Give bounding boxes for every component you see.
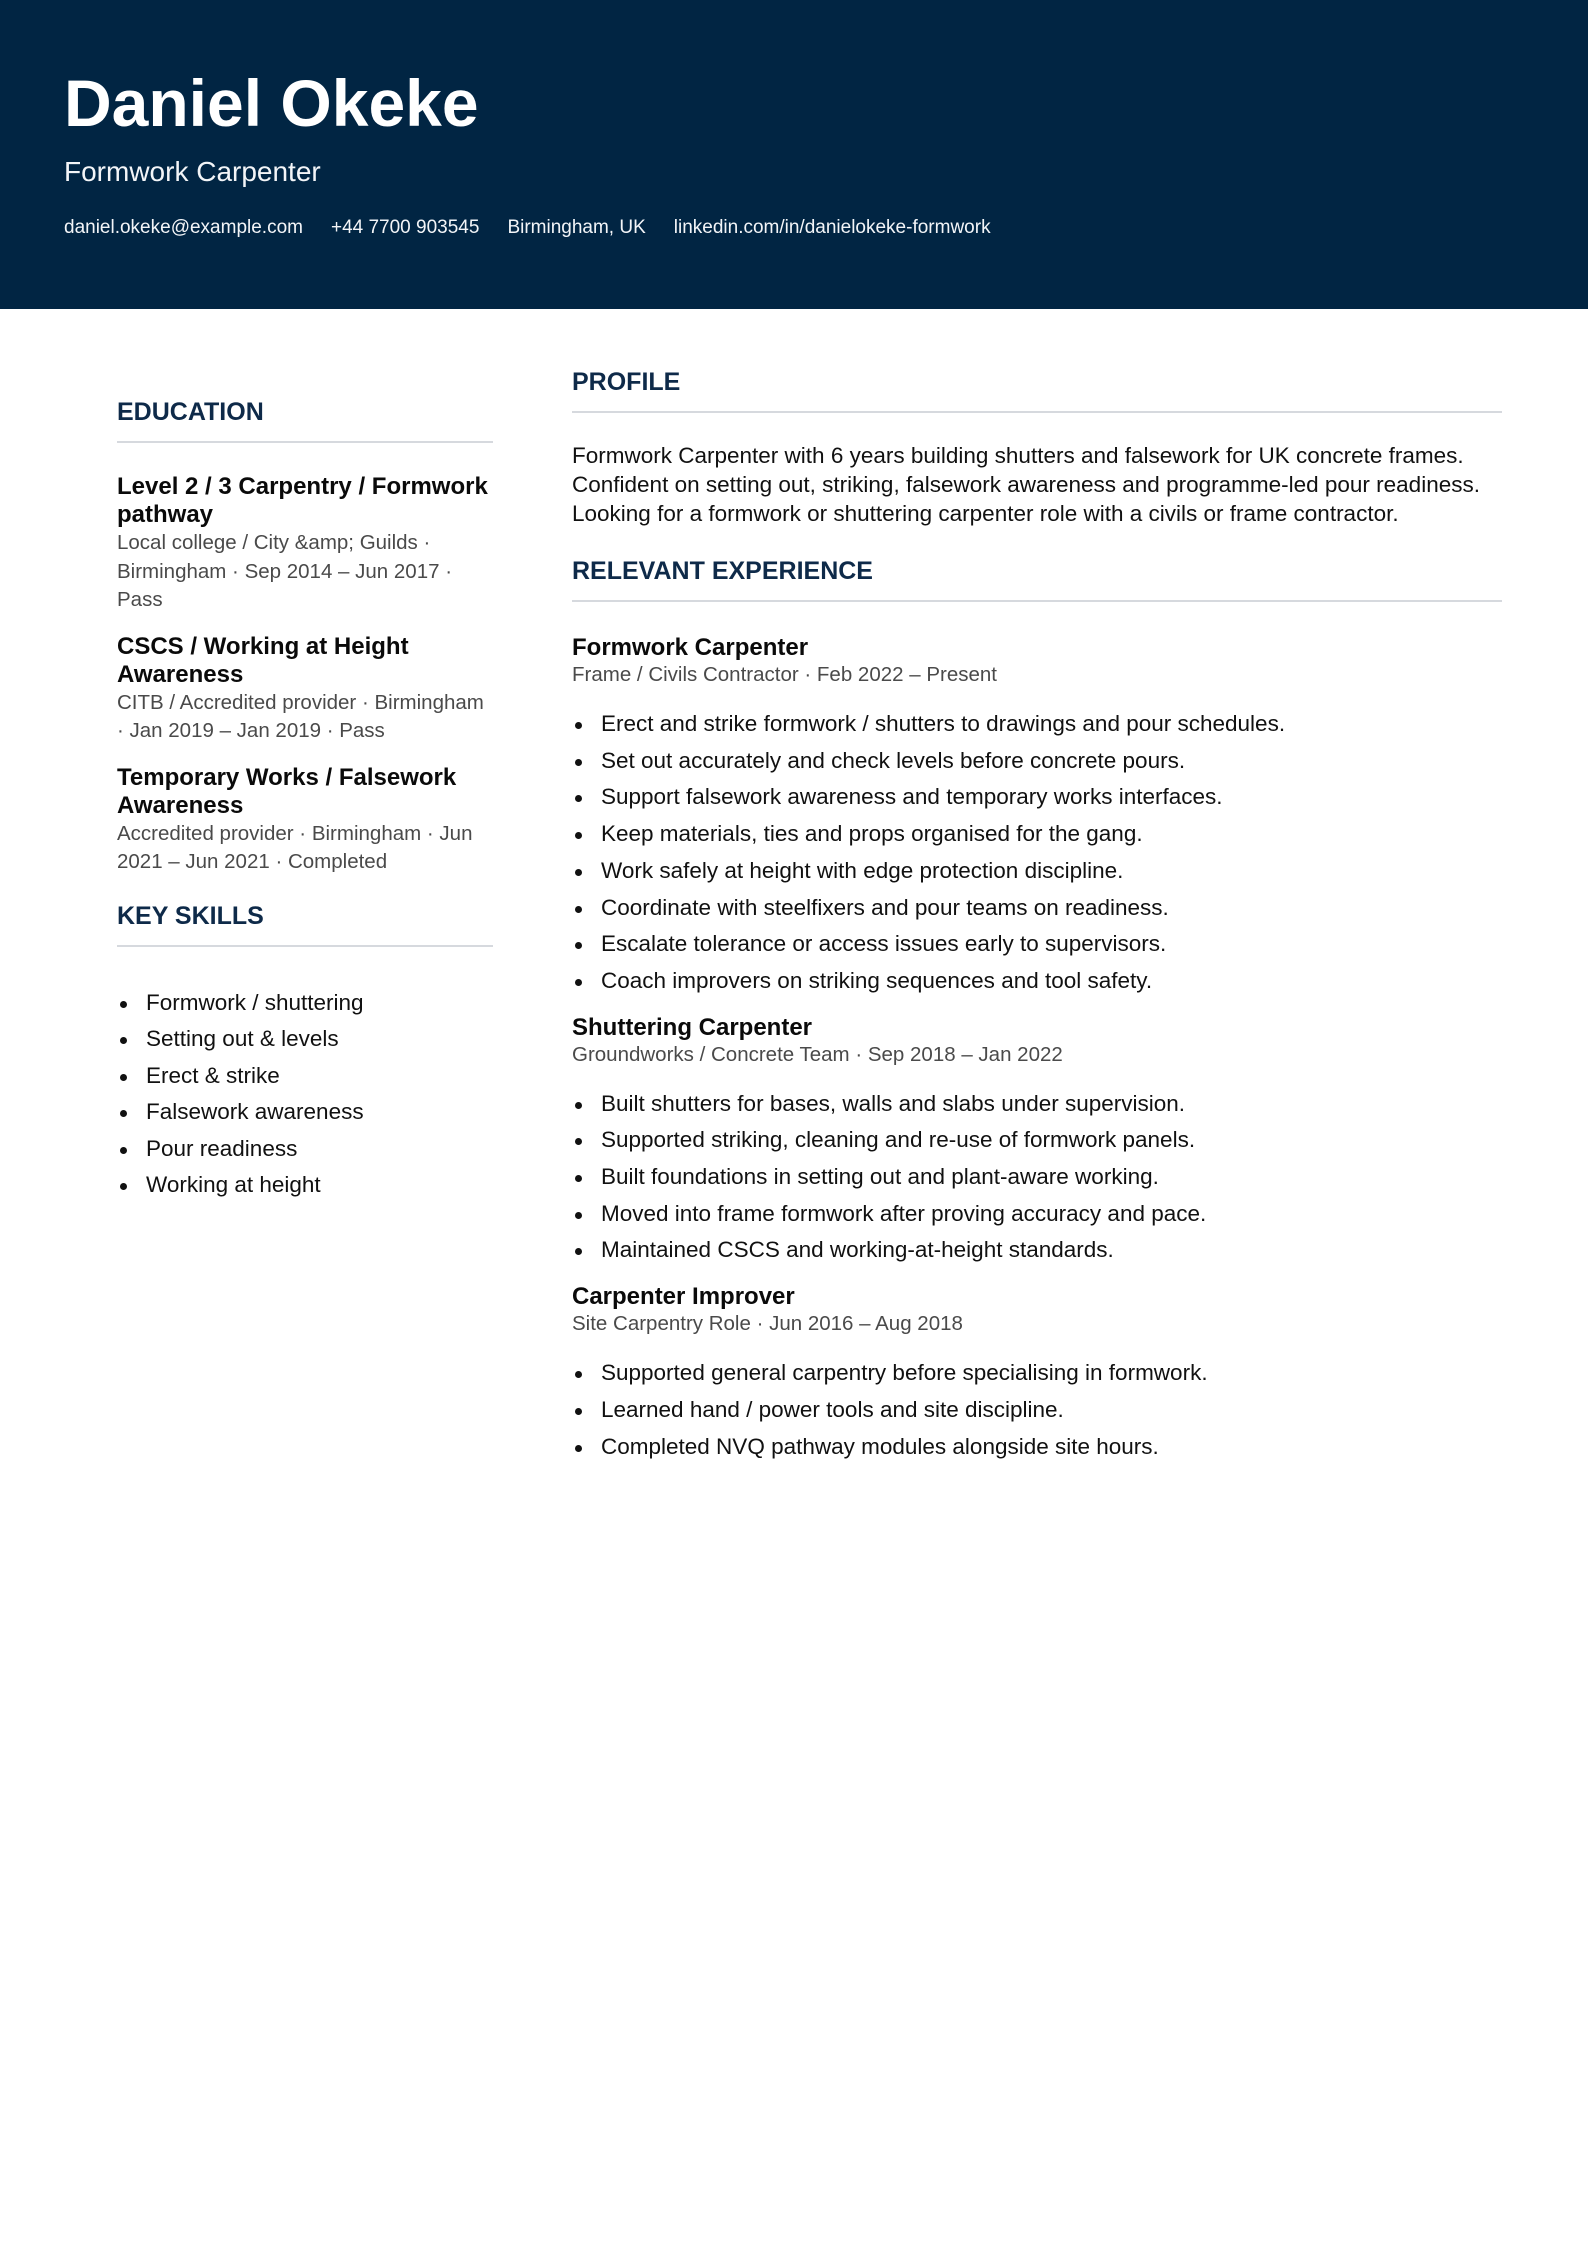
- education-heading: EDUCATION: [117, 395, 493, 443]
- skill-item: Working at height: [117, 1167, 493, 1204]
- job-bullet: Escalate tolerance or access issues early to supervisors.: [572, 926, 1502, 963]
- job-bullet: Completed NVQ pathway modules alongside site hours.: [572, 1429, 1502, 1466]
- job-bullet: Coordinate with steelfixers and pour teams on readiness.: [572, 890, 1502, 927]
- job-meta: Site Carpentry Role · Jun 2016 – Aug 2018: [572, 1312, 963, 1336]
- contact-email: daniel.okeke@example.com: [64, 217, 303, 238]
- candidate-role: Formwork Carpenter: [64, 156, 321, 187]
- skill-item: Pour readiness: [117, 1131, 493, 1168]
- job-bullet: Keep materials, ties and props organised for the gang.: [572, 816, 1502, 853]
- education-meta: CITB / Accredited provider · Birmingham · Jan 2019 – Jan 2019 · Pass: [117, 690, 484, 742]
- right-column: [572, 365, 1502, 1479]
- education-item: [117, 764, 493, 877]
- job-bullet: Support falsework awareness and temporary works interfaces.: [572, 779, 1502, 816]
- candidate-name: Daniel Okeke: [64, 66, 479, 140]
- job-bullets: [572, 1086, 1502, 1270]
- profile-summary: Formwork Carpenter with 6 years building shutters and falsework for UK concrete frames. Confident on setting out, striking, falsework awareness and programme-led pour readiness. Looking for a formwork or shuttering carpenter role with a civils or frame contractor.: [572, 443, 1480, 526]
- education-title: CSCS / Working at Height Awareness: [117, 632, 409, 688]
- education-title: Temporary Works / Falsework Awareness: [117, 763, 457, 819]
- skill-item: Falsework awareness: [117, 1094, 493, 1131]
- job-bullet: Supported striking, cleaning and re-use of formwork panels.: [572, 1122, 1502, 1159]
- job-entry: [572, 1283, 1502, 1465]
- experience-heading: RELEVANT EXPERIENCE: [572, 554, 1502, 602]
- job-bullet: Set out accurately and check levels before concrete pours.: [572, 743, 1502, 780]
- job-bullet: Supported general carpentry before specialising in formwork.: [572, 1355, 1502, 1392]
- skills-heading: KEY SKILLS: [117, 899, 493, 947]
- job-bullets: [572, 706, 1502, 1000]
- job-bullet: Coach improvers on striking sequences and tool safety.: [572, 963, 1502, 1000]
- job-bullet: Learned hand / power tools and site discipline.: [572, 1392, 1502, 1429]
- education-title: Level 2 / 3 Carpentry / Formwork pathway: [117, 473, 488, 528]
- job-title: Shuttering Carpenter: [572, 1013, 813, 1041]
- resume-header: [0, 0, 1588, 309]
- contact-location: Birmingham, UK: [507, 217, 646, 238]
- job-entry: [572, 634, 1502, 1000]
- skill-item: Erect & strike: [117, 1058, 493, 1095]
- profile-heading: PROFILE: [572, 365, 1502, 413]
- job-bullet: Work safely at height with edge protection discipline.: [572, 853, 1502, 890]
- contact-linkedin: linkedin.com/in/danielokeke-formwork: [673, 217, 991, 238]
- skill-item: Setting out & levels: [117, 1021, 493, 1058]
- job-title: Formwork Carpenter: [572, 634, 809, 661]
- job-meta: Groundworks / Concrete Team · Sep 2018 – Jan 2022: [572, 1042, 1063, 1066]
- job-bullet: Moved into frame formwork after proving accuracy and pace.: [572, 1196, 1502, 1233]
- left-column: [117, 395, 493, 1204]
- skills-list: [117, 985, 493, 1204]
- education-item: [117, 633, 493, 746]
- education-item: [117, 473, 493, 615]
- job-bullet: Maintained CSCS and working-at-height standards.: [572, 1232, 1502, 1269]
- job-bullet: Built foundations in setting out and plant-aware working.: [572, 1159, 1502, 1196]
- education-list: [117, 473, 493, 877]
- job-entry: [572, 1014, 1502, 1270]
- skill-item: Formwork / shuttering: [117, 985, 493, 1022]
- contact-phone: +44 7700 903545: [330, 217, 480, 238]
- job-bullet: Erect and strike formwork / shutters to drawings and pour schedules.: [572, 706, 1502, 743]
- job-bullets: [572, 1355, 1502, 1465]
- contact-line: [64, 215, 1019, 241]
- job-title: Carpenter Improver: [572, 1283, 795, 1311]
- job-meta: Frame / Civils Contractor · Feb 2022 – Present: [572, 663, 997, 686]
- education-meta: Accredited provider · Birmingham · Jun 2021 – Jun 2021 · Completed: [117, 821, 473, 873]
- experience-list: [572, 634, 1502, 1465]
- education-meta: Local college / City &amp; Guilds · Birmingham · Sep 2014 – Jun 2017 · Pass: [117, 531, 453, 611]
- job-bullet: Built shutters for bases, walls and slabs under supervision.: [572, 1086, 1502, 1123]
